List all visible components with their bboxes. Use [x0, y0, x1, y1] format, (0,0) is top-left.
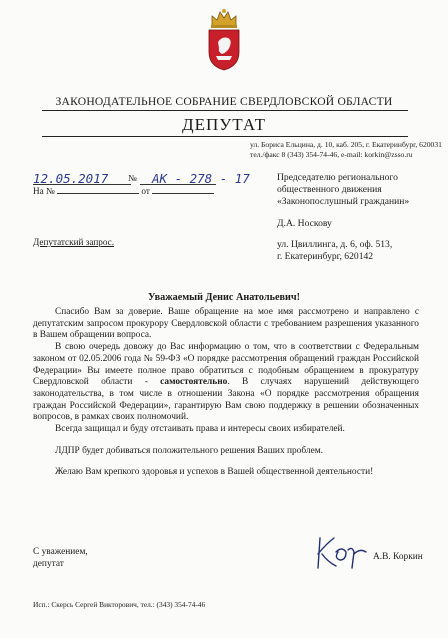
recipient-title-line3: «Законопослушный гражданин»	[277, 196, 410, 208]
paragraph-5: Желаю Вам крепкого здоровья и успехов в Вашей общественной деятельности!	[55, 467, 374, 478]
recipient-name: Д.А. Носкову	[277, 217, 332, 229]
paragraph-4: ЛДПР будет добиваться положительного решения Ваших проблем.	[55, 445, 324, 456]
on-number-blank	[57, 193, 139, 194]
sender-contacts: тел./факс 8 (343) 354-74-46, e-mail: korkin@zsso.ru	[250, 150, 413, 159]
request-label: Депутатский запрос.	[33, 237, 115, 247]
signature-icon	[312, 532, 370, 572]
paragraph-2-emphasis: самостоятельно	[160, 377, 228, 388]
signer-name: А.В. Коркин	[373, 552, 423, 562]
recipient-title-line1: Председателю регионального	[277, 172, 398, 183]
on-number-label: На №	[33, 186, 55, 196]
paragraph-2	[33, 342, 419, 424]
closing-block	[33, 547, 88, 570]
sender-rank: ДЕПУТАТ	[182, 115, 266, 134]
coat-of-arms-icon	[206, 8, 242, 72]
footer-executor: Исп.: Скерсь Сергей Викторович, тел.: (343) 354-74-46	[33, 600, 206, 609]
closing-title: депутат	[33, 558, 64, 569]
organization-name: ЗАКОНОДАТЕЛЬНОЕ СОБРАНИЕ СВЕРДЛОВСКОЙ ОБЛАСТИ	[55, 95, 393, 108]
paragraph-1: Спасибо Вам за доверие. Ваше обращение на мое имя рассмотрено и направлено с депутатским запросом прокурору Свердловской области с требованием разрешения указанного в Вашем обращении вопроса.	[33, 307, 419, 341]
paragraph-2-text-b: . В случаях нарушений действующего законодательства, в том числе в отношении Закона «О порядке рассмотрения обращения граждан Российской Федерации», гарантирую Вам свою поддержку в решении обозначенных вопросов, в рамках своих полномочий.	[33, 377, 419, 423]
greeting: Уважаемый Денис Анатольевич!	[147, 292, 301, 303]
recipient-block	[277, 172, 447, 263]
paragraph-2-text-a: В свою очередь довожу до Вас информацию о том, что в соответствии с Федеральным законом от 02.05.2006 года № 59-ФЗ «О порядке рассмотрения обращений граждан Российской Федерации» Вы имеете полное право обратиться с подобным обращением в прокуратуру Свердловской области -	[33, 342, 419, 388]
paragraph-3: Всегда защищал и буду отстаивать права и интересы своих избирателей.	[55, 424, 345, 435]
recipient-title-line2: общественного движения	[277, 184, 382, 196]
date-underline	[33, 184, 131, 185]
sender-address-line1: ул. Бориса Ельцина, д. 10, каб. 205, г. Екатеринбург, 620031	[250, 140, 442, 149]
handwritten-date: 12.05.2017	[33, 171, 109, 186]
incoming-reference	[33, 186, 214, 196]
closing-salutation: С уважением,	[33, 547, 88, 557]
from-label: от	[141, 186, 150, 196]
number-marker: №	[128, 173, 137, 183]
letter-body	[33, 307, 419, 479]
handwritten-outgoing-number: АК - 278 - 17	[152, 171, 250, 186]
recipient-address-line2: г. Екатеринбург, 620142	[277, 251, 374, 263]
header-rule-bottom	[42, 136, 408, 137]
from-date-blank	[152, 193, 214, 194]
recipient-address-line1: ул. Цвиллинга, д. 6, оф. 513,	[277, 238, 393, 250]
header-rule-top	[42, 110, 408, 111]
sender-address	[250, 140, 448, 160]
